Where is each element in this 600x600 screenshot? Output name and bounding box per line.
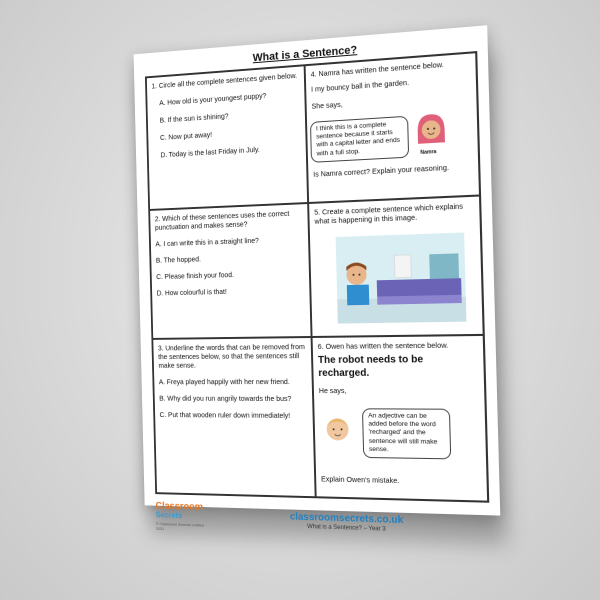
q3-prompt: 3. Underline the words that can be removed from the sentences below, so that the sentences still make sense. xyxy=(157,342,305,370)
footer xyxy=(155,500,490,545)
question-grid xyxy=(145,51,489,503)
q1-option-c: C. Now put away! xyxy=(159,130,213,142)
q3-option-b: B. Why did you run angrily towards the bus? xyxy=(159,393,292,403)
q1-option-b: B. If the sun is shining? xyxy=(159,111,229,125)
q3-option-c: C. Put that wooden ruler down immediately! xyxy=(159,410,291,420)
question-3 xyxy=(152,337,315,497)
site-info xyxy=(211,509,490,536)
owen-avatar-icon xyxy=(322,412,353,447)
q4-question: Is Namra correct? Explain your reasoning. xyxy=(313,162,450,179)
q4-speech-bubble: I think this is a complete sentence because it starts with a capital letter and ends with a full stop. xyxy=(310,116,409,163)
question-6 xyxy=(312,335,489,502)
q4-says: She says, xyxy=(311,99,343,111)
site-url: classroomsecrets.co.uk xyxy=(289,511,404,527)
q6-prompt: 6. Owen has written the sentence below. xyxy=(317,340,449,351)
q2-option-c: C. Please finish your food. xyxy=(156,270,235,282)
q2-option-b: B. The hopped. xyxy=(155,254,201,265)
q4-prompt: 4. Namra has written the sentence below. xyxy=(310,59,444,79)
q3-option-a: A. Freya played happily with her new friend. xyxy=(158,377,290,387)
boy-in-bed-illustration xyxy=(336,232,467,323)
q6-sentence: The robot needs to be recharged. xyxy=(317,354,424,379)
q1-option-d: D. Today is the last Friday in July. xyxy=(160,144,260,160)
q4-character-name: Namra xyxy=(420,148,437,157)
worksheet xyxy=(134,25,501,533)
q4-sentence: I my bouncy ball in the garden. xyxy=(310,77,410,94)
worksheet-title: What is a Sentence? xyxy=(252,44,358,65)
q2-option-a: A. I can write this in a straight line? xyxy=(155,235,259,249)
q1-prompt: 1. Circle all the complete sentences given below. xyxy=(151,70,298,91)
q5-prompt: 5. Create a complete sentence which explains what is happening in this image. xyxy=(314,201,464,226)
q2-prompt: 2. Which of these sentences uses the correct punctuation and makes sense? xyxy=(154,208,290,232)
question-1 xyxy=(146,65,308,210)
q6-question: Explain Owen's mistake. xyxy=(320,474,400,486)
classroom-secrets-logo: Classroom Secrets © Classroom Secrets Limited 2021 xyxy=(155,502,211,533)
q1-option-a: A. How old is your youngest puppy? xyxy=(159,90,267,108)
q6-speech-bubble: An adjective can be added before the word 'recharged' and the sentence will still make sense. xyxy=(362,408,451,459)
worksheet-subtitle: What is a Sentence? – Year 3 xyxy=(307,524,386,533)
namra-avatar-icon xyxy=(413,111,449,152)
q2-option-d: D. How colourful is that! xyxy=(156,287,227,298)
question-2 xyxy=(149,203,311,339)
copyright-text: © Classroom Secrets Limited 2021 xyxy=(155,521,204,532)
q6-says: He says, xyxy=(318,386,347,396)
question-5 xyxy=(308,195,484,337)
question-4 xyxy=(305,52,480,203)
